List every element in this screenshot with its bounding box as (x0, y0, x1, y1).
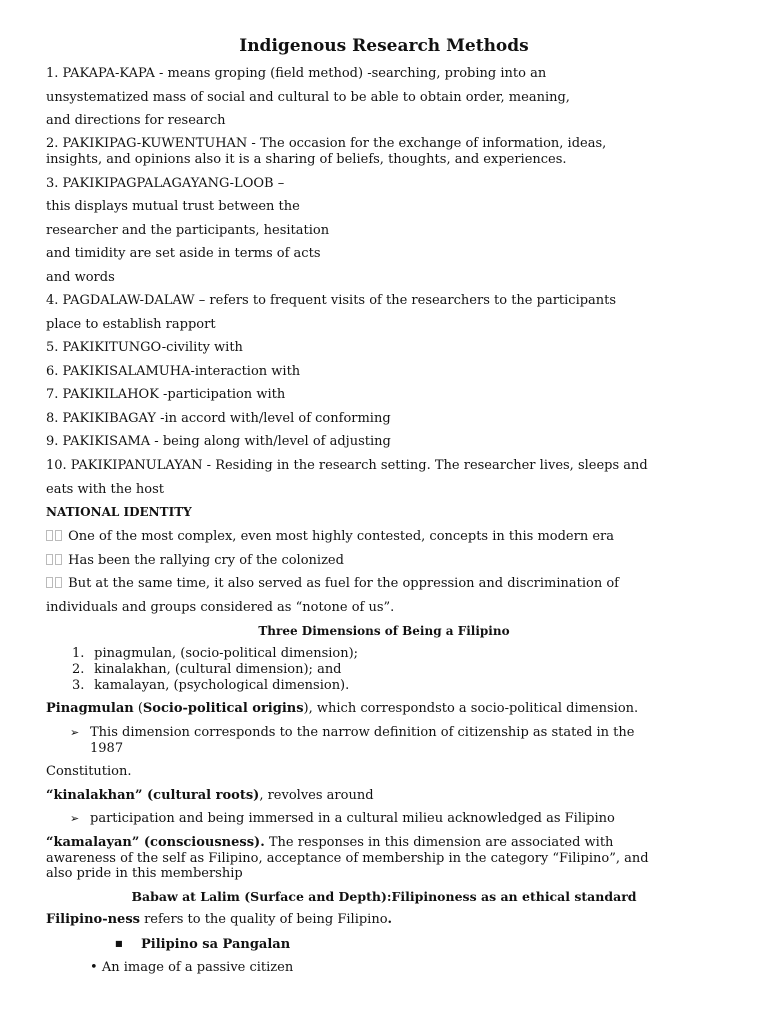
passive-citizen-text: An image of a passive citizen (101, 960, 294, 975)
pinagmulan-rest: ), which correspondsto a socio-political dimension. (303, 701, 639, 716)
pinagmulan-after: Constitution. (46, 764, 132, 779)
dimension-item-3-num: 3. (72, 678, 85, 693)
national-identity-item-3-text: But at the same time, it also served as fuel for the oppression and discrimination of (68, 576, 619, 591)
dimension-item-3-text: kamalayan, (psychological dimension). (94, 678, 350, 693)
dimension-item-1-text: pinagmulan, (socio-political dimension); (94, 646, 359, 661)
arrow-bullet-icon: ➢ (70, 812, 80, 825)
pinagmulan-bullet-text: This dimension corresponds to the narrow definition of citizenship as stated in the (90, 725, 635, 740)
method-3-line-5: and words (46, 270, 115, 285)
method-3-line-1: 3. PAKIKIPAGPALAGAYANG-LOOB – (46, 176, 285, 191)
passive-citizen-bullet (90, 960, 293, 976)
dimension-item-1 (72, 646, 358, 662)
pinagmulan-bullet-cont: 1987 (90, 741, 124, 756)
kamalayan-paragraph (46, 835, 613, 851)
national-identity-item-3 (46, 576, 619, 592)
method-4-line-2: place to establish rapport (46, 317, 216, 332)
kamalayan-line-2: awareness of the self as Filipino, acceptance of membership in the category “Filipino”, and (46, 851, 649, 866)
kinalakhan-bullet-text: participation and being immersed in a cultural milieu acknowledged as Filipino (90, 811, 615, 826)
national-identity-item-2 (46, 553, 344, 569)
pinagmulan-paren: ( (133, 701, 143, 716)
filipinoness-term: Filipino-ness (46, 912, 140, 927)
dimension-item-2 (72, 662, 342, 678)
dimension-item-2-num: 2. (72, 662, 85, 677)
kinalakhan-paragraph (46, 788, 374, 804)
kinalakhan-bullet (70, 811, 615, 827)
page-title: Indigenous Research Methods (239, 36, 529, 56)
kamalayan-term: “kamalayan” (consciousness). (46, 835, 265, 850)
missing-glyph-icon (46, 530, 53, 541)
method-3-line-3: researcher and the participants, hesitation (46, 223, 330, 238)
kinalakhan-rest: , revolves around (259, 788, 374, 803)
national-identity-heading: NATIONAL IDENTITY (46, 505, 192, 519)
pinagmulan-paragraph (46, 701, 638, 717)
method-8: 8. PAKIKIBAGAY -in accord with/level of conforming (46, 411, 391, 426)
dimensions-heading: Three Dimensions of Being a Filipino (258, 624, 510, 638)
method-10-line-2: eats with the host (46, 482, 165, 497)
arrow-bullet-icon: ➢ (70, 726, 80, 739)
filipinoness-period: . (387, 912, 393, 927)
method-3-line-4: and timidity are set aside in terms of acts (46, 246, 321, 261)
missing-glyph-icon (55, 554, 62, 565)
pilipino-sa-pangalan-text: Pilipino sa Pangalan (141, 937, 291, 952)
method-7: 7. PAKIKILAHOK -participation with (46, 387, 286, 402)
dimension-item-1-num: 1. (72, 646, 85, 661)
method-6: 6. PAKIKISALAMUHA-interaction with (46, 364, 301, 379)
kamalayan-line-3: also pride in this membership (46, 866, 243, 881)
pinagmulan-origins: Socio-political origins (142, 701, 304, 716)
dot-bullet-icon: • (90, 960, 98, 975)
national-identity-item-2-text: Has been the rallying cry of the colonized (68, 553, 344, 568)
national-identity-continuation: individuals and groups considered as “notone of us”. (46, 600, 395, 615)
method-4-line-1: 4. PAGDALAW-DALAW – refers to frequent visits of the researchers to the participants (46, 293, 617, 308)
dimension-item-3 (72, 678, 349, 694)
kinalakhan-term: “kinalakhan” (cultural roots) (46, 788, 260, 803)
national-identity-item-1-text: One of the most complex, even most highly contested, concepts in this modern era (68, 529, 614, 544)
method-2-line-1: 2. PAKIKIPAG-KUWENTUHAN - The occasion for the exchange of information, ideas, (46, 136, 607, 151)
method-10-line-1: 10. PAKIKIPANULAYAN - Residing in the research setting. The researcher lives, sleeps and (46, 458, 648, 473)
babaw-heading: Babaw at Lalim (Surface and Depth):Filipinoness as an ethical standard (131, 889, 637, 904)
missing-glyph-icon (46, 554, 53, 565)
method-3-line-2: this displays mutual trust between the (46, 199, 300, 214)
missing-glyph-icon (55, 577, 62, 588)
national-identity-item-1 (46, 529, 614, 545)
filipinoness-paragraph (46, 912, 392, 928)
method-1-line-3: and directions for research (46, 113, 226, 128)
method-2-line-2: insights, and opinions also it is a sharing of beliefs, thoughts, and experiences. (46, 152, 567, 167)
pinagmulan-bullet (70, 725, 634, 741)
missing-glyph-icon (55, 530, 62, 541)
filipinoness-rest: refers to the quality of being Filipino (139, 912, 388, 927)
missing-glyph-icon (46, 577, 53, 588)
method-1-line-2: unsystematized mass of social and cultural to be able to obtain order, meaning, (46, 90, 570, 105)
square-bullet-icon: ■ (115, 939, 123, 948)
method-1-line-1: 1. PAKAPA-KAPA - means groping (field method) -searching, probing into an (46, 66, 547, 81)
kamalayan-rest: The responses in this dimension are associated with (264, 835, 614, 850)
method-5: 5. PAKIKITUNGO-civility with (46, 340, 243, 355)
dimension-item-2-text: kinalakhan, (cultural dimension); and (94, 662, 342, 677)
pinagmulan-term: Pinagmulan (46, 701, 134, 716)
pilipino-sa-pangalan (115, 936, 290, 953)
method-9: 9. PAKIKISAMA - being along with/level of adjusting (46, 434, 391, 449)
